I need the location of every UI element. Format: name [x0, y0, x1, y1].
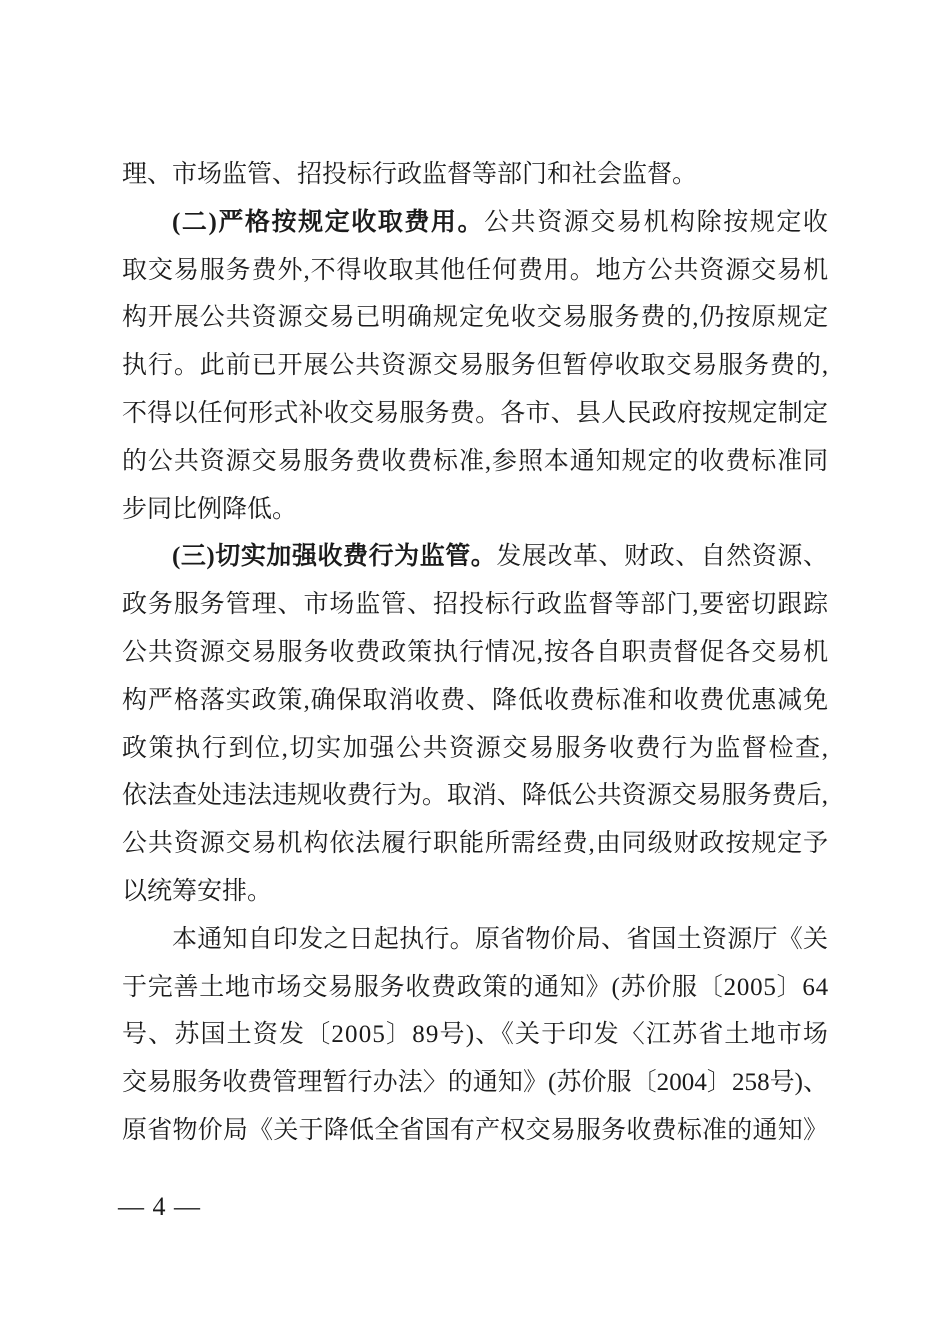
document-line: 执行。此前已开展公共资源交易服务但暂停收取交易服务费的,: [122, 352, 830, 380]
document-line: 政策执行到位,切实加强公共资源交易服务收费行为监督检查,: [122, 734, 830, 762]
document-line: 公共资源交易机构依法履行职能所需经费,由同级财政按规定予: [122, 830, 830, 858]
document-line: 构开展公共资源交易已明确规定免收交易服务费的,仍按原规定: [122, 304, 830, 332]
document-line: 于完善土地市场交易服务收费政策的通知》(苏价服〔2005〕64: [122, 973, 829, 1001]
document-line: 公共资源交易服务收费政策执行情况,按各自职责督促各交易机: [122, 638, 830, 666]
document-line: 原省物价局《关于降低全省国有产权交易服务收费标准的通知》: [122, 1116, 829, 1144]
document-line: 依法查处违法违规收费行为。取消、降低公共资源交易服务费后,: [122, 782, 828, 810]
document-line: 不得以任何形式补收交易服务费。各市、县人民政府按规定制定: [122, 399, 829, 427]
document-body: [122, 151, 828, 1155]
document-line: 理、市场监管、招投标行政监督等部门和社会监督。: [122, 161, 698, 188]
heading-emphasis: (二)严格按规定收取费用。: [172, 208, 485, 236]
document-line: 的公共资源交易服务费收费标准,参照本通知规定的收费标准同: [122, 447, 830, 475]
document-line: 政务服务管理、市场监管、招投标行政监督等部门,要密切跟踪: [122, 591, 830, 619]
page-number: — 4 —: [118, 1192, 201, 1221]
document-line: (二)严格按规定收取费用。公共资源交易机构除按规定收: [172, 208, 830, 236]
document-line: 取交易服务费外,不得收取其他任何费用。地方公共资源交易机: [122, 256, 830, 284]
heading-emphasis: (三)切实加强收费行为监管。: [172, 543, 497, 571]
document-line: 步同比例降低。: [122, 495, 298, 523]
document-line: (三)切实加强收费行为监管。发展改革、财政、自然资源、: [172, 543, 829, 571]
document-line: 以统筹安排。: [122, 877, 273, 905]
document-line: 交易服务收费管理暂行办法〉的通知》(苏价服〔2004〕258号)、: [122, 1069, 829, 1097]
document-line: 号、苏国土资发〔2005〕89号)、《关于印发〈江苏省土地市场: [122, 1021, 830, 1049]
document-line: 本通知自印发之日起执行。原省物价局、省国土资源厅《关: [172, 925, 829, 953]
document-line: 构严格落实政策,确保取消收费、降低收费标准和收费优惠减免: [122, 686, 830, 714]
